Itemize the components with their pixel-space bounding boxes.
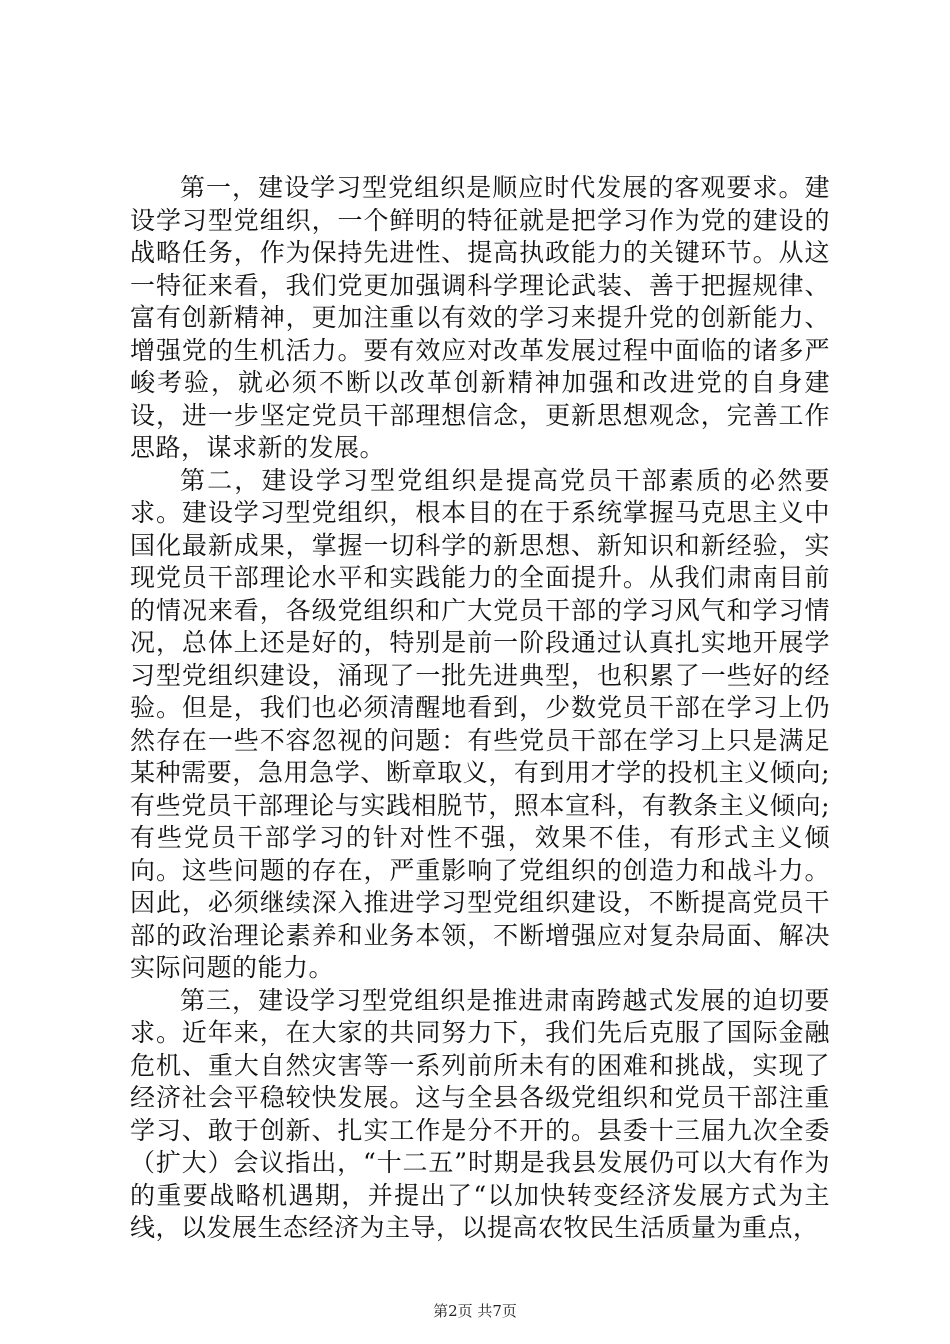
paragraph-1: 第一，建设学习型党组织是顺应时代发展的客观要求。建设学习型党组织，一个鲜明的特征就是把学习作为党的建设的战略任务，作为保持先进性、提高执政能力的关键环节。从这一特征来看，我们党更加强调科学理论武装、善于把握规律、富有创新精神，更加注重以有效的学习来提升党的创新能力、增强党的生机活力。要有效应对改革发展过程中面临的诸多严峻考验，就必须不断以改革创新精神加强和改进党的自身建设，进一步坚定党员干部理想信念，更新思想观念，完善工作思路，谋求新的发展。 (130, 173, 830, 462)
paragraph-3: 第三，建设学习型党组织是推进肃南跨越式发展的迫切要求。近年来，在大家的共同努力下，我们先后克服了国际金融危机、重大自然灾害等一系列前所未有的困难和挑战，实现了经济社会平稳较快发展。这与全县各级党组织和党员干部注重学习、敢于创新、扎实工作是分不开的。县委十三届九次全委（扩大）会议指出，“十二五”时期是我县发展仍可以大有作为的重要战略机遇期，并提出了“以加快转变经济发展方式为主线，以发展生态经济为主导，以提高农牧民生活质量为重点， (130, 985, 830, 1242)
page-number-footer: 第2页 共7页 (433, 1302, 517, 1320)
paragraph-2: 第二，建设学习型党组织是提高党员干部素质的必然要求。建设学习型党组织，根本目的在于系统掌握马克思主义中国化最新成果，掌握一切科学的新思想、新知识和新经验，实现党员干部理论水平和实践能力的全面提升。从我们肃南目前的情况来看，各级党组织和广大党员干部的学习风气和学习情况，总体上还是好的，特别是前一阶段通过认真扎实地开展学习型党组织建设，涌现了一批先进典型，也积累了一些好的经验。但是，我们也必须清醒地看到，少数党员干部在学习上仍然存在一些不容忽视的问题：有些党员干部在学习上只是满足某种需要，急用急学、断章取义，有到用才学的投机主义倾向;有些党员干部理论与实践相脱节，照本宣科，有教条主义倾向;有些党员干部学习的针对性不强，效果不佳，有形式主义倾向。这些问题的存在，严重影响了党组织的创造力和战斗力。因此，必须继续深入推进学习型党组织建设，不断提高党员干部的政治理论素养和业务本领，不断增强应对复杂局面、解决实际问题的能力。 (130, 465, 830, 982)
document-body (130, 172, 830, 1245)
